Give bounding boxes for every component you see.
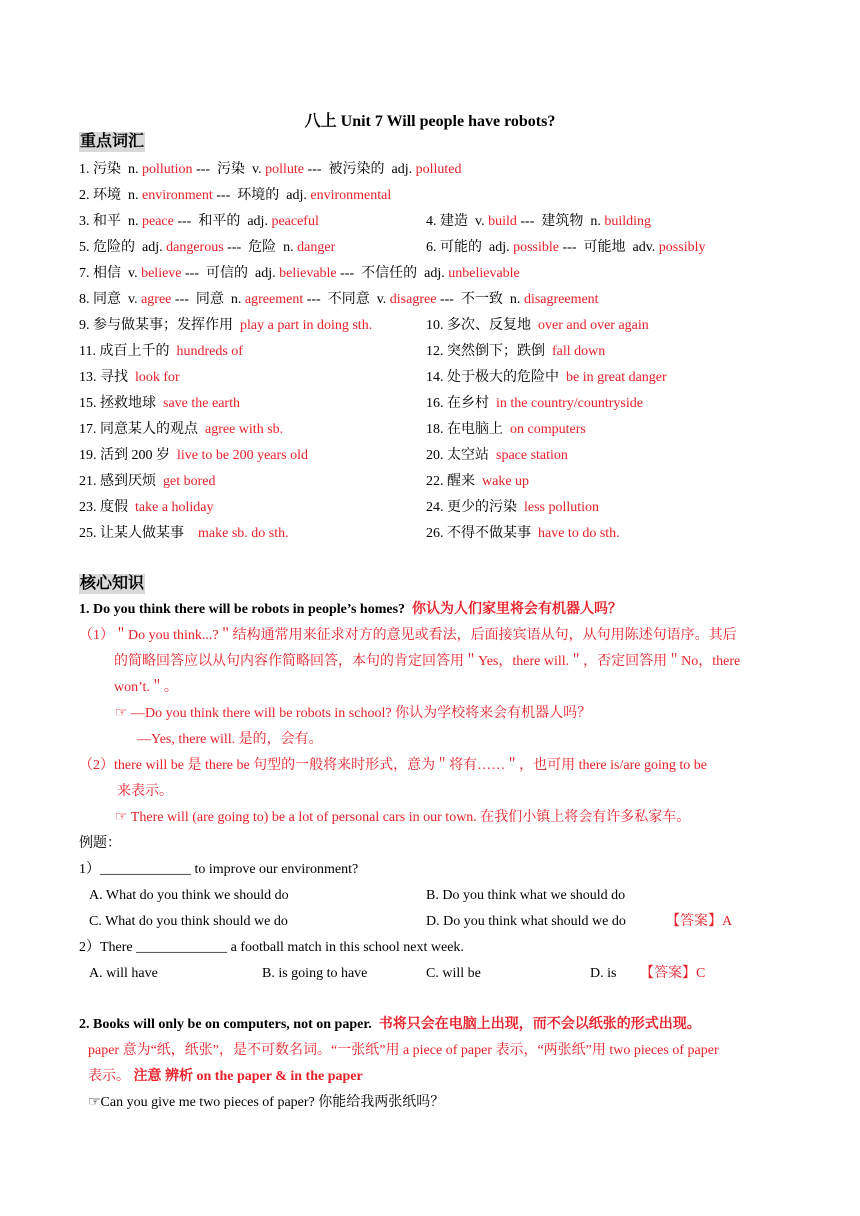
knowledge-2-example: ☞Can you give me two pieces of paper? 你能给我两张纸吗？	[88, 1095, 445, 1110]
vocab-prompt: 让某人做某事	[100, 526, 198, 541]
vocab-answer: on computers	[510, 422, 586, 437]
vocab-answer: less pollution	[524, 500, 600, 515]
vocab-answer: pollute	[265, 162, 305, 177]
vocab-number: 9.	[79, 318, 90, 333]
vocab-number: 17.	[79, 422, 97, 437]
vocab-number: 6.	[426, 240, 437, 255]
vocab-prompt: 寻找	[100, 370, 135, 385]
vocab-answer: possible	[513, 240, 559, 255]
vocab-answer: believable	[279, 266, 337, 281]
page-title: 八上 Unit 7 Will people have robots?	[304, 113, 556, 130]
vocab-answer: look for	[135, 370, 180, 385]
vocab-prompt: 处于极大的危险中	[447, 370, 566, 385]
vocab-item	[426, 238, 705, 258]
vocab-item	[79, 238, 335, 258]
vocab-item	[79, 316, 372, 336]
vocab-answer: unbelievable	[448, 266, 520, 281]
vocab-number: 23.	[79, 500, 97, 515]
vocab-item	[79, 524, 289, 544]
example-2: ☞ There will (are going to) be a lot of personal cars in our town. 在我们小镇上将会有许多私家车。	[115, 810, 691, 825]
vocab-prompt: 成百上千的	[99, 344, 177, 359]
vocab-item	[426, 446, 568, 466]
vocab-item	[79, 472, 215, 492]
vocab-prompt: 不得不做某事	[447, 526, 538, 541]
vocab-prompt: 度假	[100, 500, 135, 515]
vocab-prompt: --- 建筑物 n.	[516, 214, 605, 229]
exercise-1-answer: 【答案】A	[666, 914, 733, 929]
exercise-2-option-c: C. will be	[426, 966, 481, 981]
vocab-answer: peaceful	[271, 214, 319, 229]
vocab-prompt: 同意某人的观点	[100, 422, 205, 437]
knowledge-1-heading	[79, 600, 622, 620]
vocab-prompt: 太空站	[447, 448, 496, 463]
vocab-number: 8.	[79, 292, 90, 307]
vocab-prompt: 醒来	[447, 474, 482, 489]
vocab-item	[426, 472, 529, 492]
vocab-answer: save the earth	[163, 396, 240, 411]
vocab-number: 19.	[79, 448, 97, 463]
example-1-question: ☞ —Do you think there will be robots in school? 你认为学校将来会有机器人吗？	[115, 706, 592, 721]
vocab-prompt: 建造 v.	[440, 214, 489, 229]
vocab-answer: get bored	[163, 474, 216, 489]
vocab-answer: dangerous	[166, 240, 224, 255]
vocab-item	[426, 368, 667, 388]
vocab-item	[79, 498, 214, 518]
vocab-item	[426, 342, 605, 362]
vocab-number: 24.	[426, 500, 444, 515]
vocab-item	[426, 524, 620, 544]
point-1-line-1: （1）＂Do you think...?＂结构通常用来征求对方的意见或看法，后面接宾语从句，从句用陈述句语序。其后	[79, 628, 737, 643]
knowledge-2-line-1: paper 意为“纸，纸张”，是不可数名词。“一张纸”用 a piece of paper 表示，“两张纸”用 two pieces of paper	[88, 1043, 719, 1058]
exercise-1-option-a: A. What do you think we should do	[89, 888, 289, 903]
vocab-item	[426, 420, 586, 440]
vocab-prompt: --- 环境的 adj.	[212, 188, 311, 203]
vocab-number: 25.	[79, 526, 97, 541]
vocab-answer: build	[488, 214, 517, 229]
point-2-line-1: （2）there will be 是 there be 句型的一般将来时形式，意为＂将有……＂，也可用 there is/are going to be	[79, 758, 707, 773]
vocab-answer: wake up	[482, 474, 530, 489]
vocab-item	[79, 212, 319, 232]
vocab-prompt: 相信 v.	[93, 266, 142, 281]
vocab-number: 14.	[426, 370, 444, 385]
exercise-1-question: 1）_____________ to improve our environment?	[79, 862, 359, 877]
vocab-prompt: --- 不同意 v.	[303, 292, 390, 307]
vocab-number: 15.	[79, 396, 97, 411]
exercise-2-option-a: A. will have	[89, 966, 158, 981]
vocab-number: 16.	[426, 396, 444, 411]
vocab-answer: live to be 200 years old	[177, 448, 309, 463]
vocab-number: 21.	[79, 474, 97, 489]
vocab-number: 7.	[79, 266, 90, 281]
knowledge-2-heading-en: 2. Books will only be on computers, not on paper.	[79, 1017, 372, 1032]
vocab-item	[79, 420, 283, 440]
vocab-answer: fall down	[552, 344, 606, 359]
vocab-answer: over and over again	[538, 318, 649, 333]
vocab-number: 5.	[79, 240, 90, 255]
vocab-number: 2.	[79, 188, 90, 203]
vocab-number: 18.	[426, 422, 444, 437]
vocab-answer: environment	[142, 188, 213, 203]
vocab-prompt: 污染 n.	[93, 162, 142, 177]
exercise-1-option-b: B. Do you think what we should do	[426, 888, 626, 903]
vocab-answer: environmental	[310, 188, 392, 203]
vocab-item	[426, 394, 643, 414]
vocab-number: 11.	[79, 344, 96, 359]
vocab-answer: agree with sb.	[205, 422, 284, 437]
vocab-number: 3.	[79, 214, 90, 229]
vocab-number: 12.	[426, 344, 444, 359]
vocab-answer: make sb. do sth.	[198, 526, 289, 541]
vocab-item	[79, 394, 240, 414]
vocab-prompt: 突然倒下；跌倒	[447, 344, 552, 359]
exercise-2-option-b: B. is going to have	[262, 966, 368, 981]
vocab-number: 1.	[79, 162, 90, 177]
vocab-item	[426, 212, 651, 232]
vocab-number: 26.	[426, 526, 444, 541]
vocab-answer: danger	[297, 240, 336, 255]
point-1-line-2: 的简略回答应以从句内容作简略回答，本句的肯定回答用＂Yes，there will.＂，否定回答用＂No，there	[114, 654, 741, 669]
vocab-prompt: 环境 n.	[93, 188, 142, 203]
vocab-item	[79, 186, 391, 206]
section-heading-vocabulary: 重点词汇	[80, 133, 145, 150]
vocab-prompt: 同意 v.	[93, 292, 142, 307]
knowledge-2-heading-cn: 书将只会在电脑上出现，而不会以纸张的形式出现。	[378, 1017, 701, 1032]
vocab-answer: polluted	[415, 162, 462, 177]
vocab-answer: take a holiday	[135, 500, 214, 515]
vocab-number: 20.	[426, 448, 444, 463]
vocab-prompt: 在乡村	[447, 396, 496, 411]
vocab-prompt: --- 污染 v.	[192, 162, 266, 177]
vocab-item	[79, 264, 520, 284]
vocab-answer: believe	[141, 266, 182, 281]
vocab-answer: hundreds of	[176, 344, 243, 359]
exercise-1-option-d: D. Do you think what should we do	[426, 914, 626, 929]
vocab-item	[79, 342, 243, 362]
vocab-number: 22.	[426, 474, 444, 489]
vocab-item	[79, 446, 308, 466]
knowledge-2-note: 注意 辨析 on the paper & in the paper	[133, 1069, 363, 1084]
vocab-answer: space station	[496, 448, 568, 463]
knowledge-1-heading-en: 1. Do you think there will be robots in people’s homes?	[79, 602, 406, 617]
vocab-answer: pollution	[142, 162, 193, 177]
vocab-answer: be in great danger	[566, 370, 667, 385]
vocab-prompt: 感到厌烦	[100, 474, 163, 489]
section-heading-core-knowledge: 核心知识	[80, 575, 145, 592]
vocab-answer: disagree	[389, 292, 437, 307]
vocab-answer: play a part in doing sth.	[240, 318, 373, 333]
vocab-answer: have to do sth.	[538, 526, 620, 541]
vocab-answer: building	[604, 214, 652, 229]
vocab-prompt: 危险的 adj.	[93, 240, 167, 255]
knowledge-2-line-2-text: 表示。	[88, 1069, 134, 1084]
vocab-answer: in the country/countryside	[496, 396, 643, 411]
exercise-1-option-c: C. What do you think should we do	[89, 914, 288, 929]
exercise-label: 例题：	[79, 836, 121, 851]
vocab-prompt: 活到 200 岁	[100, 448, 177, 463]
vocab-answer: possibly	[658, 240, 706, 255]
vocab-prompt: 在电脑上	[447, 422, 510, 437]
vocab-prompt: --- 可能地 adv.	[559, 240, 659, 255]
vocab-prompt: 参与做某事；发挥作用	[93, 318, 240, 333]
exercise-2-answer: 【答案】C	[640, 966, 706, 981]
vocab-prompt: 拯救地球	[100, 396, 163, 411]
vocab-item	[426, 316, 649, 336]
knowledge-2-heading	[79, 1015, 701, 1035]
exercise-2-question: 2）There _____________ a football match in this school next week.	[79, 940, 464, 955]
vocab-item	[79, 368, 180, 388]
vocab-prompt: 可能的 adj.	[440, 240, 514, 255]
vocab-prompt: 更少的污染	[447, 500, 524, 515]
vocab-item	[79, 160, 462, 180]
vocab-number: 4.	[426, 214, 437, 229]
knowledge-2-line-2	[88, 1067, 363, 1087]
vocab-prompt: --- 不一致 n.	[436, 292, 524, 307]
vocab-prompt: --- 可信的 adj.	[181, 266, 280, 281]
vocab-answer: agree	[141, 292, 172, 307]
vocab-prompt: 多次、反复地	[447, 318, 538, 333]
vocab-answer: disagreement	[523, 292, 599, 307]
vocab-prompt: --- 和平的 adj.	[173, 214, 272, 229]
vocab-item	[79, 290, 599, 310]
vocab-answer: peace	[142, 214, 174, 229]
vocab-prompt: 和平 n.	[93, 214, 142, 229]
vocab-number: 10.	[426, 318, 444, 333]
point-1-line-3: won’t.＂。	[114, 680, 178, 695]
point-2-line-2: 来表示。	[117, 784, 173, 799]
vocab-prompt: --- 同意 n.	[171, 292, 245, 307]
vocab-prompt: --- 不信任的 adj.	[336, 266, 449, 281]
vocab-item	[426, 498, 599, 518]
example-1-answer: —Yes, there will. 是的，会有。	[137, 732, 323, 747]
vocab-prompt: --- 被污染的 adj.	[304, 162, 416, 177]
vocab-answer: agreement	[244, 292, 304, 307]
knowledge-1-heading-cn: 你认为人们家里将会有机器人吗？	[412, 602, 623, 617]
vocab-number: 13.	[79, 370, 97, 385]
exercise-2-option-d: D. is	[590, 966, 617, 981]
vocab-prompt: --- 危险 n.	[223, 240, 298, 255]
